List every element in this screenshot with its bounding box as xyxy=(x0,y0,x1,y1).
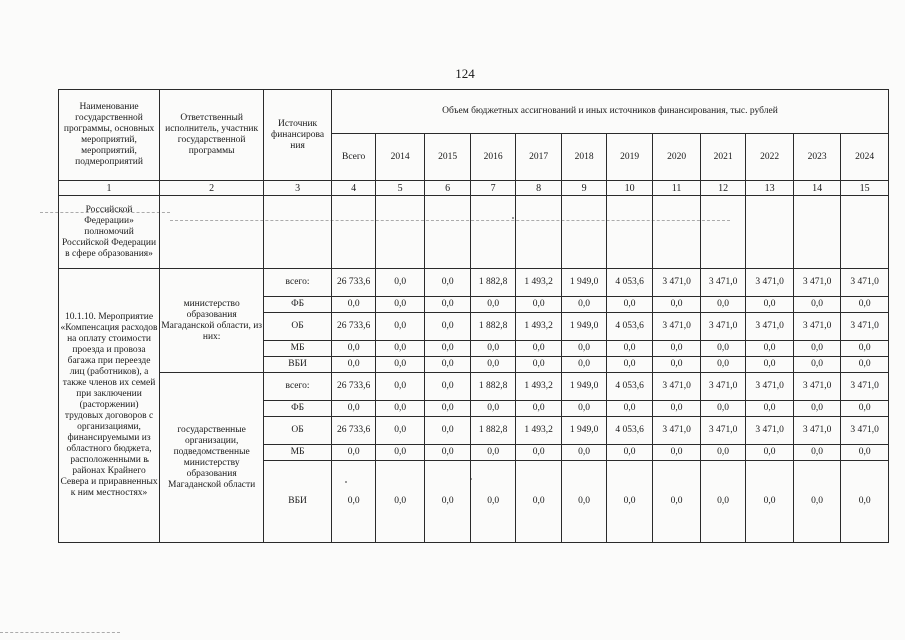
value-cell: 0,0 xyxy=(700,461,745,543)
value-cell: 3 471,0 xyxy=(653,417,701,445)
header-row-top xyxy=(59,90,889,134)
value-cell: 3 471,0 xyxy=(793,417,841,445)
column-number-row xyxy=(59,181,889,196)
value-cell: 1 949,0 xyxy=(562,417,606,445)
source-cell: МБ xyxy=(264,445,332,461)
column-number: 5 xyxy=(376,181,425,196)
value-cell: 0,0 xyxy=(746,445,794,461)
source-cell: всего: xyxy=(264,373,332,401)
value-cell: 0,0 xyxy=(606,357,653,373)
empty-cell xyxy=(515,196,562,269)
value-cell: 4 053,6 xyxy=(606,269,653,297)
column-number: 7 xyxy=(471,181,515,196)
value-cell: 1 882,8 xyxy=(471,373,515,401)
value-cell: 0,0 xyxy=(606,401,653,417)
table-row xyxy=(59,269,889,297)
source-cell: ФБ xyxy=(264,297,332,313)
value-cell: 1 493,2 xyxy=(515,417,562,445)
value-cell: 0,0 xyxy=(376,313,425,341)
value-cell: 0,0 xyxy=(746,461,794,543)
empty-cell xyxy=(562,196,606,269)
value-cell: 3 471,0 xyxy=(700,269,745,297)
value-cell: 0,0 xyxy=(376,297,425,313)
value-cell: 0,0 xyxy=(424,373,471,401)
value-cell: 0,0 xyxy=(700,445,745,461)
value-cell: 3 471,0 xyxy=(793,269,841,297)
empty-cell xyxy=(653,196,701,269)
value-cell: 0,0 xyxy=(424,461,471,543)
value-cell: 0,0 xyxy=(331,461,375,543)
value-cell: 0,0 xyxy=(746,297,794,313)
value-cell: 0,0 xyxy=(331,445,375,461)
source-cell: ВБИ xyxy=(264,461,332,543)
measure-name-cell: 10.1.10. Мероприятие «Компенсация расходов на оплату стоимости проезда и провоза багажа при переезде лиц (работников), а также членов их семей при заключении (расторжении) трудовых договоров с организациями, финансируемыми из областного бюджета, расположенными в районах Крайнего Севера и приравненных к ним местностях» xyxy=(59,269,160,543)
value-cell: 3 471,0 xyxy=(653,269,701,297)
value-cell: 0,0 xyxy=(424,341,471,357)
value-cell: 0,0 xyxy=(746,341,794,357)
column-number: 1 xyxy=(59,181,160,196)
value-cell: 0,0 xyxy=(653,445,701,461)
value-cell: 0,0 xyxy=(515,445,562,461)
empty-cell xyxy=(841,196,889,269)
value-cell: 1 493,2 xyxy=(515,313,562,341)
column-number: 3 xyxy=(264,181,332,196)
header-executor: Ответственный исполнитель, участник государственной программы xyxy=(160,90,264,181)
value-cell: 3 471,0 xyxy=(841,373,889,401)
value-cell: 1 882,8 xyxy=(471,269,515,297)
value-cell: 0,0 xyxy=(424,297,471,313)
value-cell: 0,0 xyxy=(424,417,471,445)
value-cell: 0,0 xyxy=(606,461,653,543)
value-cell: 3 471,0 xyxy=(700,373,745,401)
empty-cell xyxy=(376,196,425,269)
value-cell: 0,0 xyxy=(515,297,562,313)
value-cell: 3 471,0 xyxy=(700,417,745,445)
value-cell: 0,0 xyxy=(746,357,794,373)
value-cell: 1 882,8 xyxy=(471,417,515,445)
value-cell: 3 471,0 xyxy=(653,313,701,341)
column-number: 8 xyxy=(515,181,562,196)
empty-cell xyxy=(746,196,794,269)
value-cell: 26 733,6 xyxy=(331,417,375,445)
source-cell: МБ xyxy=(264,341,332,357)
budget-table xyxy=(58,89,889,543)
value-cell: 4 053,6 xyxy=(606,373,653,401)
table-row xyxy=(59,373,889,401)
value-cell: 0,0 xyxy=(424,269,471,297)
value-cell: 0,0 xyxy=(376,269,425,297)
value-cell: 0,0 xyxy=(653,341,701,357)
continuation-row xyxy=(59,196,889,269)
value-cell: 1 949,0 xyxy=(562,373,606,401)
column-number: 9 xyxy=(562,181,606,196)
value-cell: 0,0 xyxy=(793,461,841,543)
column-number: 12 xyxy=(700,181,745,196)
value-cell: 0,0 xyxy=(515,461,562,543)
value-cell: 0,0 xyxy=(331,297,375,313)
source-cell: всего: xyxy=(264,269,332,297)
value-cell: 0,0 xyxy=(471,357,515,373)
value-cell: 0,0 xyxy=(562,461,606,543)
header-year: 2023 xyxy=(793,134,841,181)
value-cell: 0,0 xyxy=(471,341,515,357)
value-cell: 0,0 xyxy=(793,401,841,417)
value-cell: 3 471,0 xyxy=(746,313,794,341)
value-cell: 0,0 xyxy=(424,445,471,461)
value-cell: 3 471,0 xyxy=(841,313,889,341)
value-cell: 0,0 xyxy=(653,297,701,313)
scan-artifact-line xyxy=(0,632,120,633)
value-cell: 0,0 xyxy=(793,341,841,357)
value-cell: 0,0 xyxy=(841,461,889,543)
value-cell: 1 949,0 xyxy=(562,313,606,341)
empty-cell xyxy=(471,196,515,269)
header-year: 2017 xyxy=(515,134,562,181)
value-cell: 0,0 xyxy=(376,461,425,543)
value-cell: 0,0 xyxy=(841,401,889,417)
empty-cell xyxy=(424,196,471,269)
value-cell: 0,0 xyxy=(424,313,471,341)
value-cell: 0,0 xyxy=(841,297,889,313)
value-cell: 0,0 xyxy=(793,445,841,461)
value-cell: 0,0 xyxy=(562,357,606,373)
value-cell: 1 949,0 xyxy=(562,269,606,297)
value-cell: 0,0 xyxy=(471,297,515,313)
source-cell: ОБ xyxy=(264,417,332,445)
value-cell: 0,0 xyxy=(424,401,471,417)
value-cell: 0,0 xyxy=(562,445,606,461)
header-year: 2016 xyxy=(471,134,515,181)
header-year: 2021 xyxy=(700,134,745,181)
header-source: Источник финансирова ния xyxy=(264,90,332,181)
header-year: 2022 xyxy=(746,134,794,181)
value-cell: 0,0 xyxy=(746,401,794,417)
continued-name-cell: Российской Федерации» полномочий Российской Федерации в сфере образования» xyxy=(59,196,160,269)
value-cell: 0,0 xyxy=(841,357,889,373)
column-number: 10 xyxy=(606,181,653,196)
value-cell: 3 471,0 xyxy=(793,373,841,401)
empty-cell xyxy=(700,196,745,269)
value-cell: 0,0 xyxy=(515,401,562,417)
value-cell: 26 733,6 xyxy=(331,313,375,341)
value-cell: 3 471,0 xyxy=(841,417,889,445)
header-year: 2019 xyxy=(606,134,653,181)
value-cell: 0,0 xyxy=(841,341,889,357)
value-cell: 0,0 xyxy=(700,357,745,373)
value-cell: 1 882,8 xyxy=(471,313,515,341)
empty-cell xyxy=(264,196,332,269)
value-cell: 0,0 xyxy=(376,445,425,461)
value-cell: 0,0 xyxy=(471,461,515,543)
source-cell: ФБ xyxy=(264,401,332,417)
source-cell: ОБ xyxy=(264,313,332,341)
value-cell: 3 471,0 xyxy=(653,373,701,401)
value-cell: 0,0 xyxy=(653,461,701,543)
value-cell: 0,0 xyxy=(376,373,425,401)
executor-cell: министерство образования Магаданской области, из них: xyxy=(160,269,264,373)
value-cell: 0,0 xyxy=(376,341,425,357)
value-cell: 0,0 xyxy=(376,401,425,417)
value-cell: 0,0 xyxy=(841,445,889,461)
value-cell: 3 471,0 xyxy=(841,269,889,297)
column-number: 11 xyxy=(653,181,701,196)
value-cell: 0,0 xyxy=(562,341,606,357)
value-cell: 4 053,6 xyxy=(606,313,653,341)
value-cell: 0,0 xyxy=(606,445,653,461)
value-cell: 4 053,6 xyxy=(606,417,653,445)
value-cell: 0,0 xyxy=(653,401,701,417)
value-cell: 0,0 xyxy=(515,341,562,357)
value-cell: 0,0 xyxy=(376,417,425,445)
value-cell: 0,0 xyxy=(606,297,653,313)
value-cell: 1 493,2 xyxy=(515,269,562,297)
source-cell: ВБИ xyxy=(264,357,332,373)
value-cell: 3 471,0 xyxy=(746,269,794,297)
value-cell: 0,0 xyxy=(700,297,745,313)
column-number: 4 xyxy=(331,181,375,196)
value-cell: 3 471,0 xyxy=(746,417,794,445)
value-cell: 0,0 xyxy=(515,357,562,373)
value-cell: 0,0 xyxy=(376,357,425,373)
header-year: 2020 xyxy=(653,134,701,181)
page-number: 124 xyxy=(455,66,475,81)
value-cell: 0,0 xyxy=(653,357,701,373)
value-cell: 0,0 xyxy=(562,401,606,417)
executor-cell: государственные организации, подведомственные министерству образования Магаданской области xyxy=(160,373,264,543)
value-cell: 0,0 xyxy=(793,357,841,373)
empty-cell xyxy=(606,196,653,269)
value-cell: 3 471,0 xyxy=(793,313,841,341)
value-cell: 0,0 xyxy=(331,341,375,357)
value-cell: 0,0 xyxy=(793,297,841,313)
value-cell: 0,0 xyxy=(331,357,375,373)
value-cell: 26 733,6 xyxy=(331,373,375,401)
empty-cell xyxy=(160,196,264,269)
column-number: 15 xyxy=(841,181,889,196)
value-cell: 1 493,2 xyxy=(515,373,562,401)
value-cell: 0,0 xyxy=(424,357,471,373)
value-cell: 0,0 xyxy=(700,401,745,417)
value-cell: 0,0 xyxy=(700,341,745,357)
header-total: Всего xyxy=(331,134,375,181)
header-volume: Объем бюджетных ассигнований и иных источников финансирования, тыс. рублей xyxy=(331,90,888,134)
header-name: Наименование государственной программы, основных мероприятий, мероприятий, подмероприятий xyxy=(59,90,160,181)
value-cell: 0,0 xyxy=(562,297,606,313)
column-number: 14 xyxy=(793,181,841,196)
value-cell: 0,0 xyxy=(331,401,375,417)
header-year: 2024 xyxy=(841,134,889,181)
value-cell: 26 733,6 xyxy=(331,269,375,297)
column-number: 2 xyxy=(160,181,264,196)
value-cell: 0,0 xyxy=(606,341,653,357)
column-number: 13 xyxy=(746,181,794,196)
empty-cell xyxy=(331,196,375,269)
header-year: 2015 xyxy=(424,134,471,181)
value-cell: 3 471,0 xyxy=(700,313,745,341)
empty-cell xyxy=(793,196,841,269)
header-year: 2018 xyxy=(562,134,606,181)
value-cell: 3 471,0 xyxy=(746,373,794,401)
header-year: 2014 xyxy=(376,134,425,181)
value-cell: 0,0 xyxy=(471,445,515,461)
column-number: 6 xyxy=(424,181,471,196)
value-cell: 0,0 xyxy=(471,401,515,417)
